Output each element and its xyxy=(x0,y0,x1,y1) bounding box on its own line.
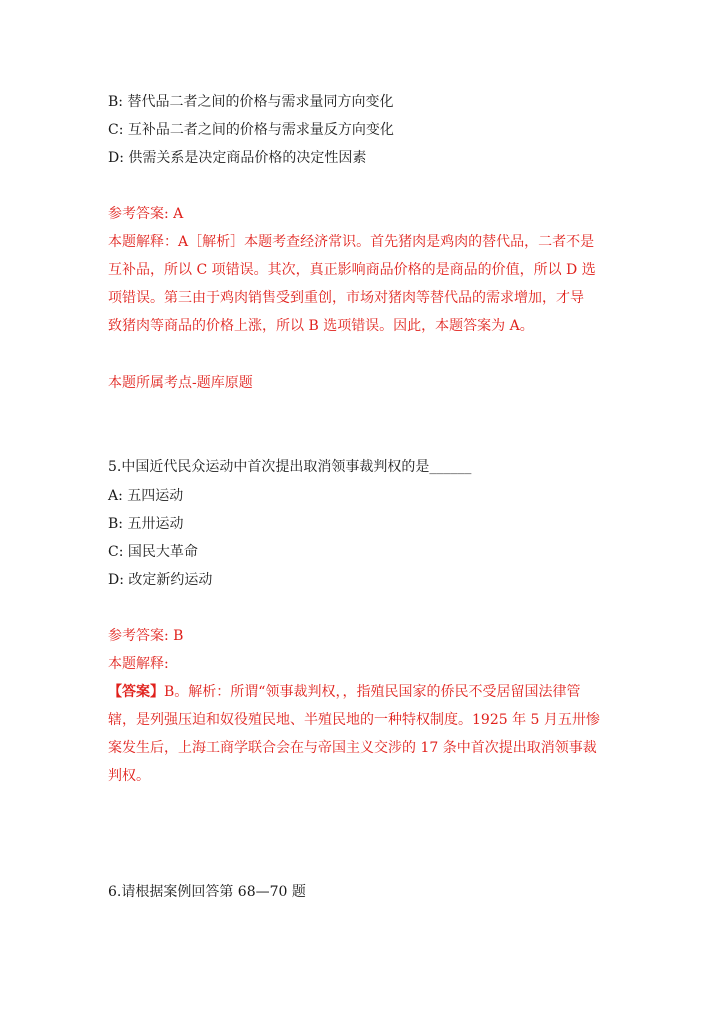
q4-option-d: D: 供需关系是决定商品价格的决定性因素 xyxy=(108,150,367,166)
q5-explanation-line: 辖，是列强压迫和奴役殖民地、半殖民地的一种特权制度。1925 年 5 月五卅惨 xyxy=(108,712,600,728)
q4-category: 本题所属考点-题库原题 xyxy=(108,375,253,391)
q4-explanation-line: 互补品，所以 C 项错误。其次，真正影响商品价格的是商品的价值，所以 D 选 xyxy=(108,262,596,278)
q5-option-b: B: 五卅运动 xyxy=(108,516,184,532)
q5-question: 5.中国近代民众运动中首次提出取消领事裁判权的是______ xyxy=(108,459,472,475)
q4-explanation xyxy=(108,228,620,340)
q4-option-c: C: 互补品二者之间的价格与需求量反方向变化 xyxy=(108,122,394,138)
q5-explanation-line: 判权。 xyxy=(108,768,150,784)
q5-option-d: D: 改定新约运动 xyxy=(108,572,213,588)
q5-explanation-line: 案发生后，上海工商学联合会在与帝国主义交涉的 17 条中首次提出取消领事裁 xyxy=(108,740,597,756)
q5-answer-tag: 【答案】 xyxy=(108,684,164,700)
q4-answer: 参考答案: A xyxy=(108,206,184,222)
q5-option-c: C: 国民大革命 xyxy=(108,544,198,560)
q4-explanation-line: 项错误。第三由于鸡肉销售受到重创，市场对猪肉等替代品的需求增加，才导 xyxy=(108,290,584,306)
q5-answer: 参考答案: B xyxy=(108,628,184,644)
q5-explanation-label: 本题解释: xyxy=(108,656,169,672)
q5-option-a: A: 五四运动 xyxy=(108,488,184,504)
q5-explanation-text: B。解析：所谓“领事裁判权，，指殖民国家的侨民不受居留国法律管 xyxy=(164,684,581,700)
q5-explanation xyxy=(108,678,620,790)
q5-explanation-line xyxy=(108,678,620,706)
q4-explanation-line: 本题解释：A［解析］本题考查经济常识。首先猪肉是鸡肉的替代品，二者不是 xyxy=(108,234,595,250)
q4-explanation-line: 致猪肉等商品的价格上涨，所以 B 选项错误。因此，本题答案为 A。 xyxy=(108,318,534,334)
q4-option-b: B: 替代品二者之间的价格与需求量同方向变化 xyxy=(108,94,394,110)
q6-question: 6.请根据案例回答第 68—70 题 xyxy=(108,884,306,900)
